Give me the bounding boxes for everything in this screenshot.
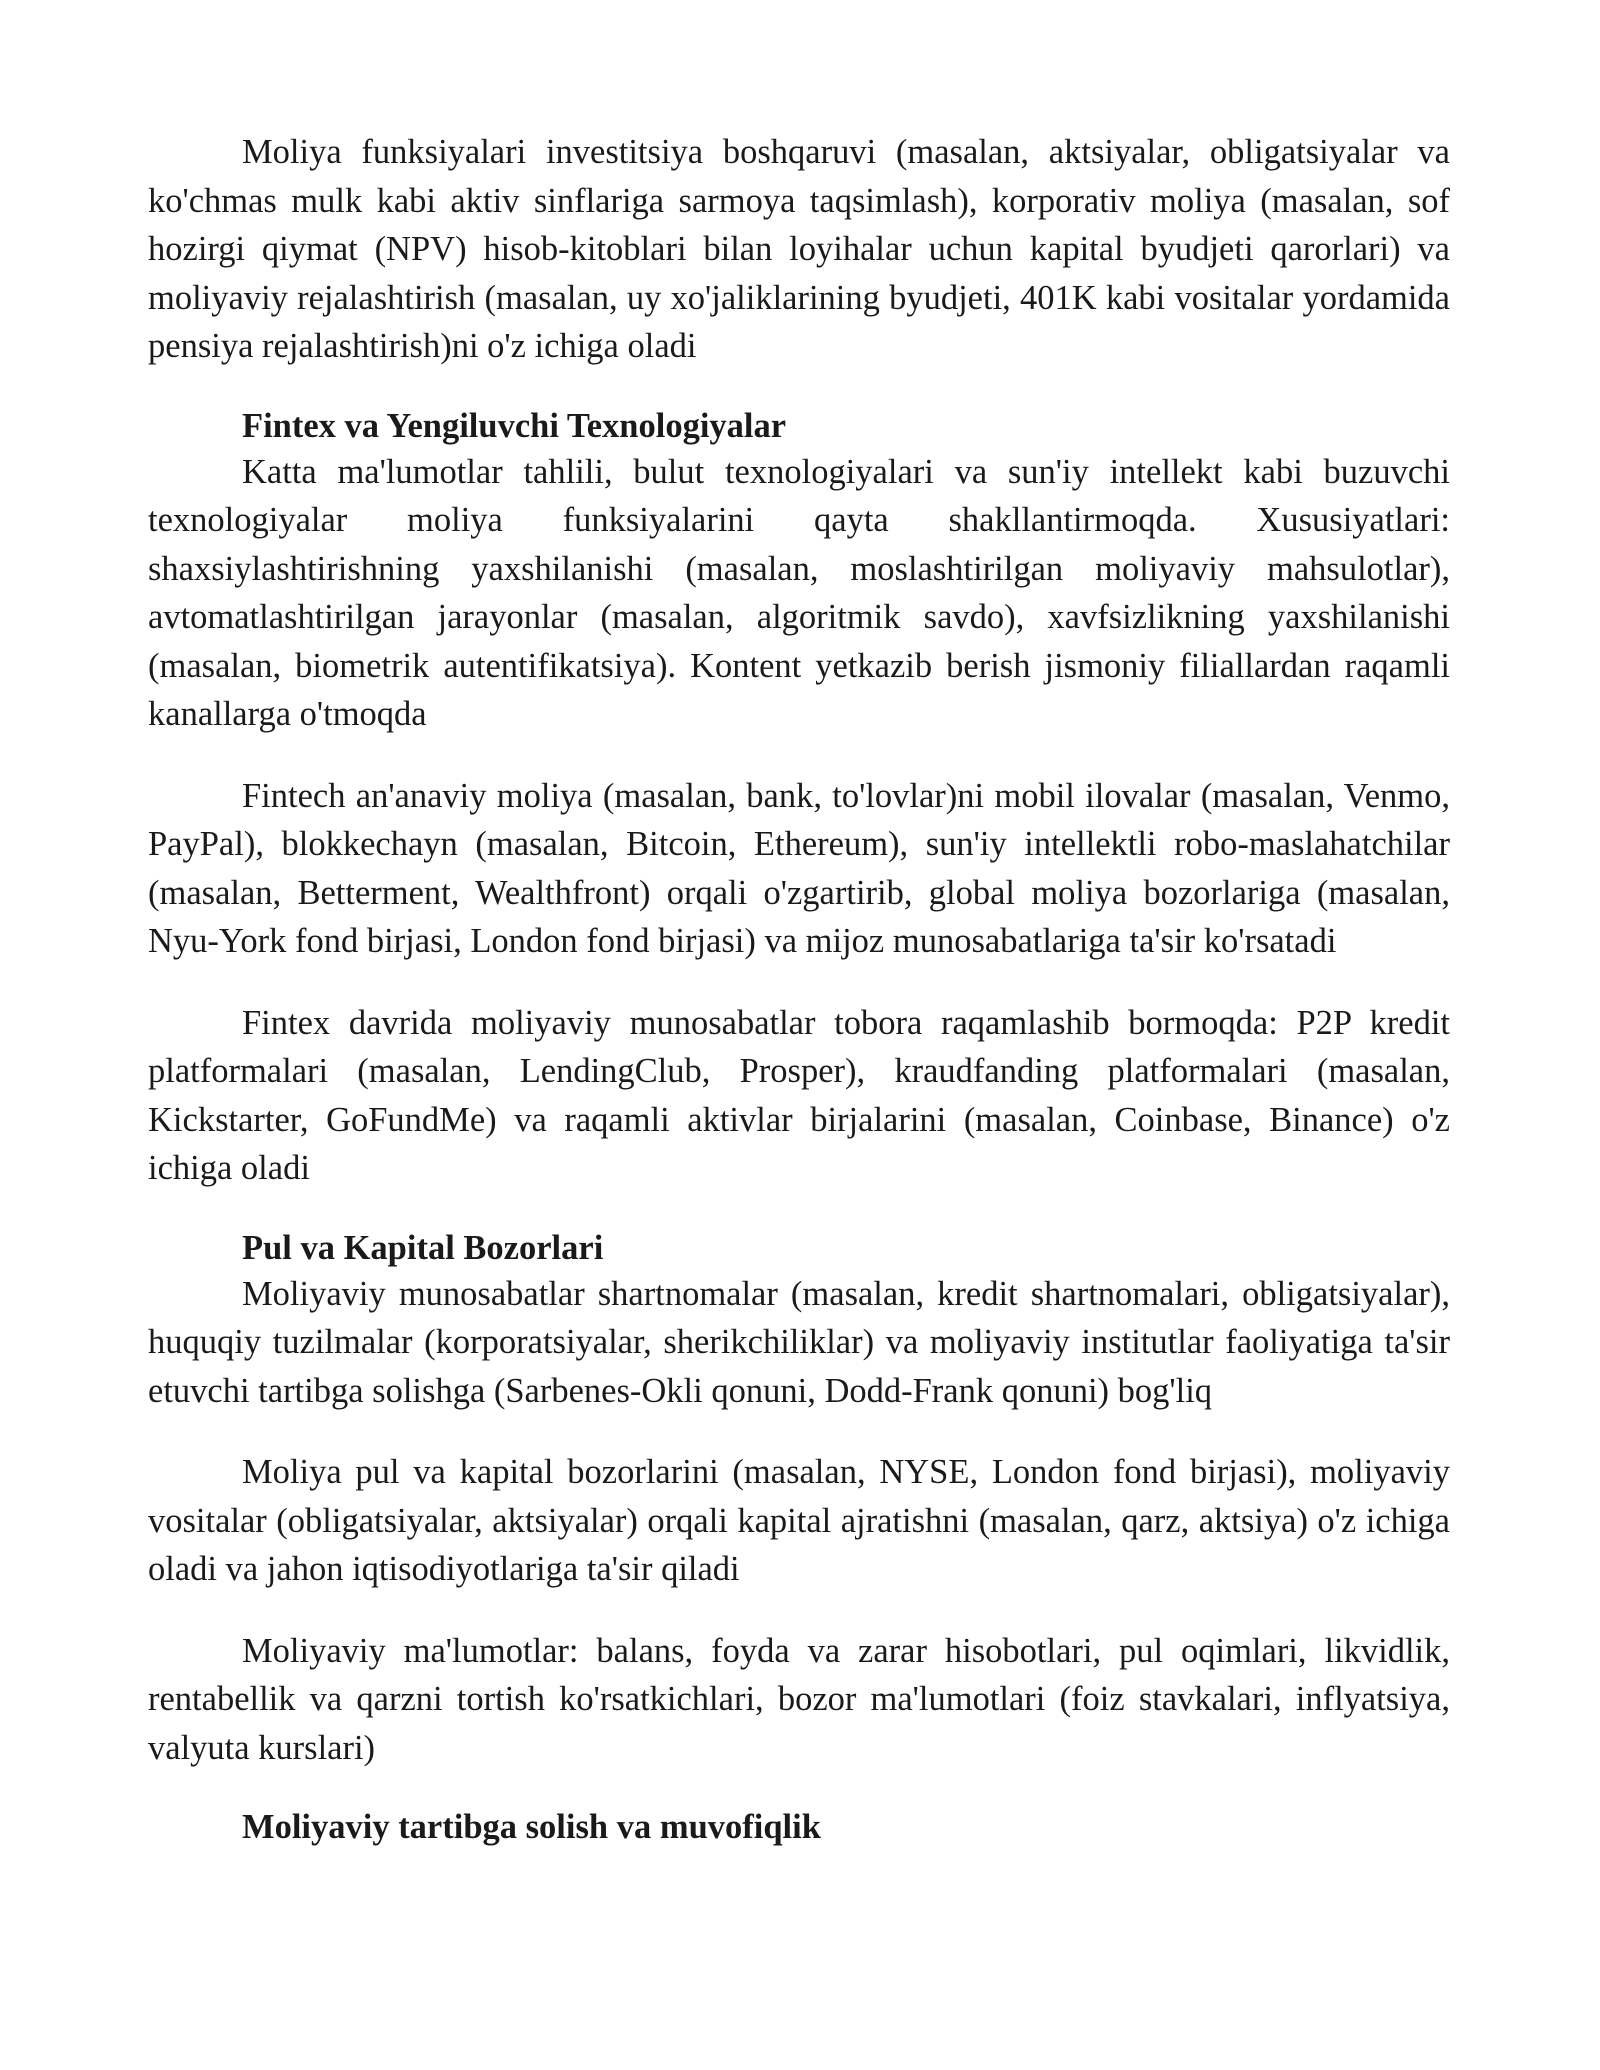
spacer [148, 1772, 1450, 1805]
paragraph-disruptive-technologies: Katta ma'lumotlar tahlili, bulut texnologiyalari va sun'iy intellekt kabi buzuvchi texnologiyalar moliya funksiyalarini qayta shakllantirmoqda. Xususiyatlari: shaxsiylashtirishning yaxshilanishi (masalan, moslashtirilgan moliyaviy mahsulotlar), avtomatlashtirilgan jarayonlar (masalan, algoritmik savdo), xavfsizlikning yaxshilanishi (masalan, biometrik autentifikatsiya). Kontent yetkazib berish jismoniy filiallardan raqamli kanallarga o'tmoqda [148, 452, 1450, 733]
paragraph-capital-allocation: Moliya pul va kapital bozorlarini (masalan, NYSE, London fond birjasi), moliyaviy vositalar (obligatsiyalar, aktsiyalar) orqali kapital ajratishni (masalan, qarz, aktsiya) o'z ichiga oladi va jahon iqtisodiyotlariga ta'sir qiladi [148, 1453, 1450, 1588]
paragraph-fintech-era-relations: Fintex davrida moliyaviy munosabatlar tobora raqamlashib bormoqda: P2P kredit platformalari (masalan, LendingClub, Prosper), kraudfanding platformalari (masalan, Kickstarter, GoFundMe) va raqamli aktivlar birjalarini (masalan, Coinbase, Binance) o'z ichiga oladi [148, 1003, 1450, 1187]
spacer [148, 739, 1450, 772]
heading-money-capital-markets: Pul va Kapital Bozorlari [242, 1228, 604, 1267]
spacer [148, 1193, 1450, 1226]
heading-fintech-technologies: Fintex va Yengiluvchi Texnologiyalar [242, 406, 787, 445]
spacer [148, 966, 1450, 999]
spacer [148, 371, 1450, 404]
document-page [148, 128, 1450, 1849]
paragraph-financial-data: Moliyaviy ma'lumotlar: balans, foyda va zarar hisobotlari, pul oqimlari, likvidlik, rentabellik va qarzni tortish ko'rsatkichlari, bozor ma'lumotlari (foiz stavkalari, inflyatsiya, valyuta kurslari) [148, 1631, 1450, 1767]
paragraph-contracts-regulation: Moliyaviy munosabatlar shartnomalar (masalan, kredit shartnomalari, obligatsiyalar), huquqiy tuzilmalar (korporatsiyalar, sherikchiliklar) va moliyaviy institutlar faoliyatiga ta'sir etuvchi tartibga solishga (Sarbenes-Okli qonuni, Dodd-Frank qonuni) bog'liq [148, 1274, 1450, 1410]
spacer [148, 1594, 1450, 1627]
spacer [148, 1415, 1450, 1448]
paragraph-fintech-traditional-finance: Fintech an'anaviy moliya (masalan, bank, to'lovlar)ni mobil ilovalar (masalan, Venmo, PayPal), blokkechayn (masalan, Bitcoin, Ethereum), sun'iy intellektli robo-maslahatchilar (masalan, Betterment, Wealthfront) orqali o'zgartirib, global moliya bozorlariga (masalan, Nyu-York fond birjasi, London fond birjasi) va mijoz munosabatlariga ta'sir ko'rsatadi [148, 776, 1450, 960]
heading-regulation-compliance: Moliyaviy tartibga solish va muvofiqlik [242, 1808, 821, 1846]
paragraph-finance-functions: Moliya funksiyalari investitsiya boshqaruvi (masalan, aktsiyalar, obligatsiyalar va ko'chmas mulk kabi aktiv sinflariga sarmoya taqsimlash), korporativ moliya (masalan, sof hozirgi qiymat (NPV) hisob-kitoblari bilan loyihalar uchun kapital byudjeti qarorlari) va moliyaviy rejalashtirish (masalan, uy xo'jaliklarining byudjeti, 401K kabi vositalar yordamida pensiya rejalashtirish)ni o'z ichiga oladi [148, 133, 1450, 365]
